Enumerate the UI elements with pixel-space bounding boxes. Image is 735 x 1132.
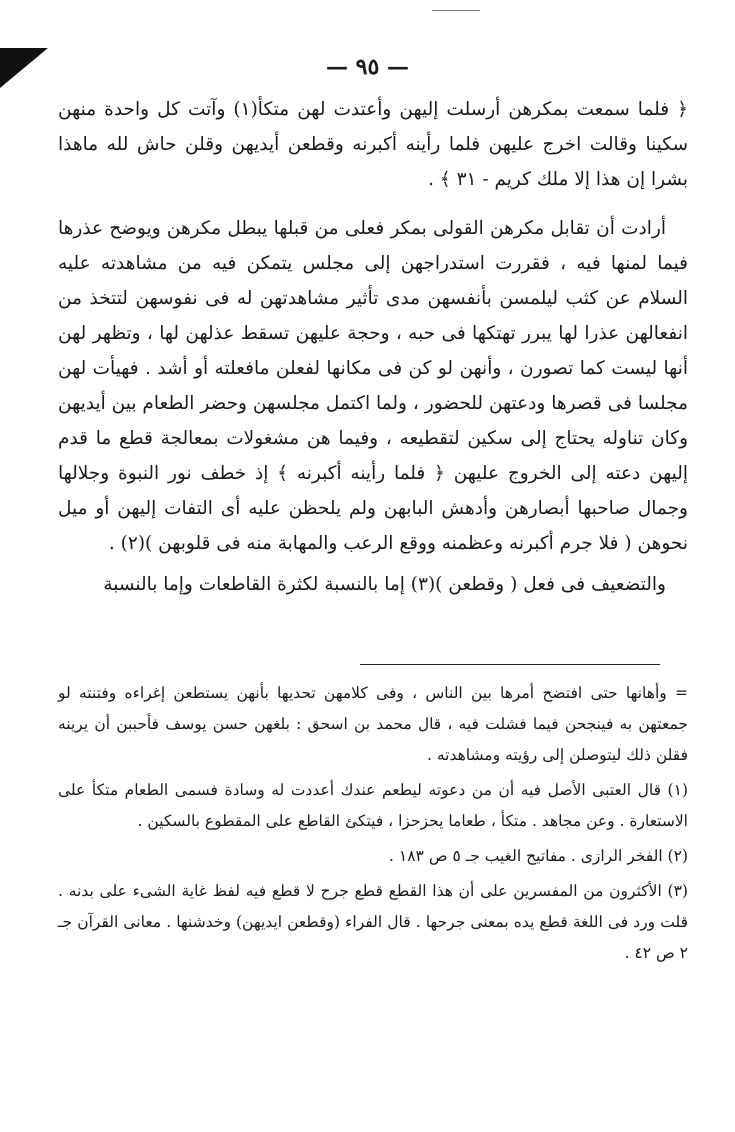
footnote-continuation: = وأهانها حتى افتضح أمرها بين الناس ، وفى كلامهن تحديها بأنهن يستطعن إغراءه وفتنته لو جمعتهن به فينجحن فيما فشلت فيه ، قال محمد بن اسحق : بلغهن حسن يوسف فأحببن أن يرينه فقلن ذلك ليتوصلن إلى رؤيته ومشاهدته . [58, 684, 688, 764]
continuation-paragraph: والتضعيف فى فعل ( وقطعن )(٣) إما بالنسبة لكثرة القاطعات وإما بالنسبة [103, 574, 666, 595]
main-text [58, 92, 688, 608]
commentary-paragraph: أرادت أن تقابل مكرهن القولى بمكر فعلى من قبلها يبطل مكرهن ويوضح عذرها فيما لمنها فيه ، فقررت استدراجهن إلى مجلس يتمكن فيه من مشاهدته عليه السلام عن كثب ليلمسن بأنفسهن مدى تأثير مشاهدتهن له فى نفوسهن لتتخذ من انفعالهن عذرا لها يبرر تهتكها فى حبه ، وحجة عليهن تسقط عذلهن لها ، وتظهر لهن أنها ليست كما تصورن ، وأنهن لو كن فى مكانها لفعلن مافعلته أو أشد . فهيأت لهن مجلسا فى قصرها ودعتهن للحضور ، ولما اكتمل مجلسهن وحضر الطعام بين أيديهن وكان تناوله يحتاج إلى سكين لتقطيعه ، وفيما هن مشغولات بمعالجة قطع ما قدم إليهن دعته إلى الخروج عليهن ﴿ فلما رأينه أكبرنه ﴾ إذ خطف نور النبوة وجلالها وجمال صاحبها أبصارهن وأدهش البابهن ولم يلحظن عليه أى التفات إليهن أو ميل نحوهن ( فلا جرم أكبرنه وعظمنه ووقع الرعب والمهابة منه فى قلوبهن )(٢) . [58, 218, 688, 554]
footnote-3: (٣) الأكثرون من المفسرين على أن هذا القطع قطع جرح لا قطع فيه لفظ غاية الشىء على بدنه . قلت ورد فى اللغة قطع يده بمعنى جرحها . قال الفراء (وقطعن ايديهن) وخدشنها . معانى القرآن جـ ٢ ص ٤٢ . [58, 882, 688, 962]
footnote-separator [360, 664, 660, 665]
top-rule [432, 10, 480, 11]
quran-verse-paragraph: ﴿ فلما سمعت بمكرهن أرسلت إليهن وأعتدت لهن متكأ(١) وآتت كل واحدة منهن سكينا وقالت اخرج عليهن فلما رأينه أكبرنه وقطعن أيديهن وقلن حاش لله ماهذا بشرا إن هذا إلا ملك كريم - ٣١ ﴾ . [58, 99, 689, 190]
page-number: — ٩٥ — [326, 54, 409, 80]
footnote-2: (٢) الفخر الرازى . مفاتيح الغيب جـ ٥ ص ١٨٣ . [389, 847, 688, 865]
footnotes [58, 678, 688, 973]
footnote-1: (١) قال العتبى الأصل فيه أن من دعوته ليطعم عندك أعددت له وسادة فسمى الطعام متكأ على الاستعارة . وعن مجاهد . متكأ ، طعاما يحزحزا ، فيتكئ القاطع على المقطوع بالسكين . [58, 781, 688, 830]
